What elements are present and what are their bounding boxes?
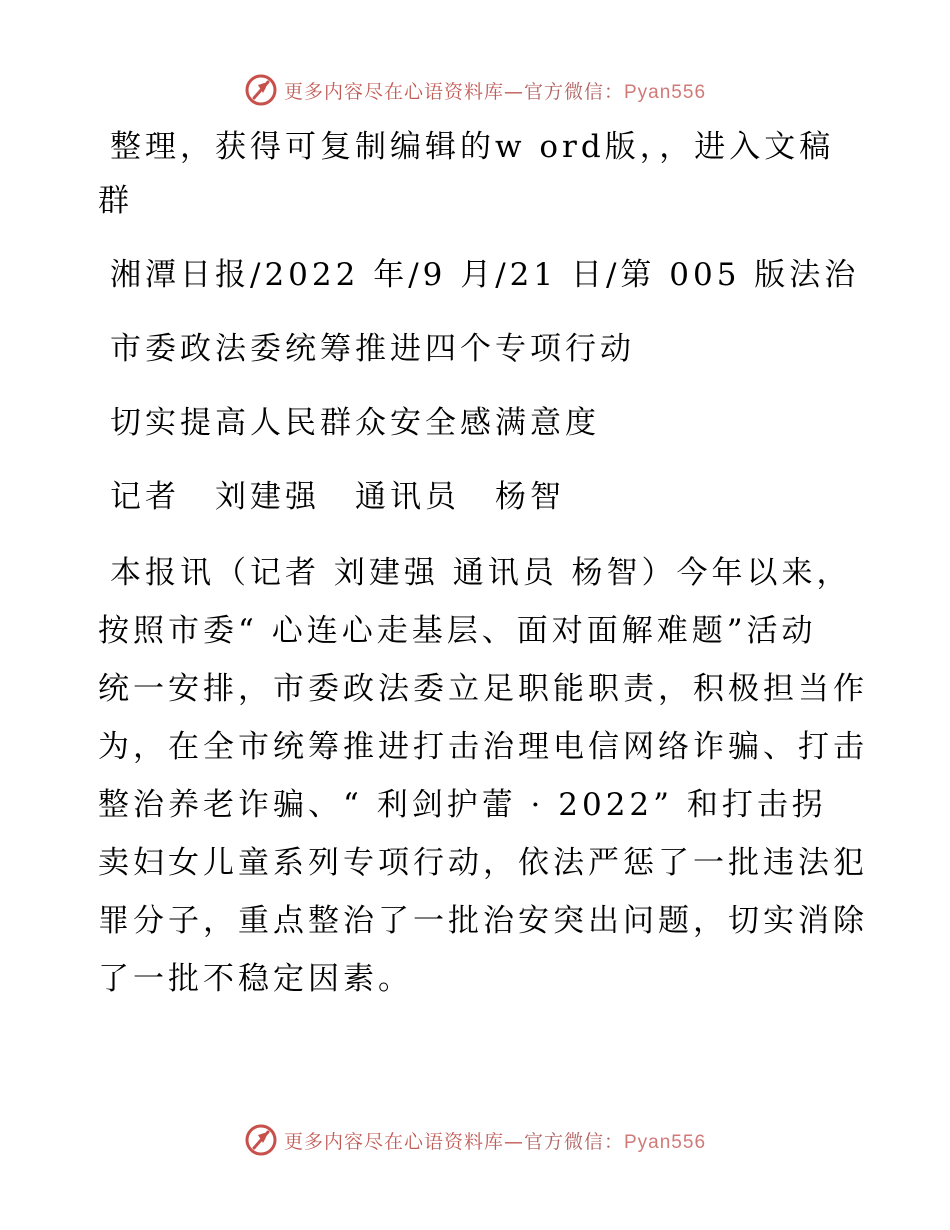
article-line: 罪分子，重点整治了一批治安突出问题，切实消除: [98, 903, 868, 939]
article-line: 了一批不稳定因素。: [98, 961, 413, 997]
watermark-main: 更多内容尽在心语资料库: [283, 80, 504, 103]
headline-main: 市委政法委统筹推进四个专项行动: [110, 331, 635, 367]
intro-line: 整理，获得可复制编辑的w ord版，，进入文稿: [110, 129, 835, 165]
document-body: [98, 118, 868, 1008]
article-line: 本报讯（记者 刘建强 通讯员 杨智）今年以来，: [110, 555, 852, 591]
source-line: 湘潭日报/2022 年/9 月/21 日/第 005 版法治: [110, 257, 860, 293]
watermark-id: Pyan556: [624, 81, 707, 103]
watermark-id: Pyan556: [624, 1131, 707, 1153]
article-line: 统一安排，市委政法委立足职能职责，积极担当作: [98, 671, 868, 707]
watermark-separator: —: [503, 80, 524, 103]
article-line: 按照市委“ 心连心走基层、面对面解难题”活动: [98, 613, 817, 649]
quill-logo-icon: [244, 73, 278, 107]
watermark-label: 官方微信：: [523, 80, 624, 103]
quill-logo-icon: [244, 1123, 278, 1157]
watermark-main: 更多内容尽在心语资料库: [283, 1130, 504, 1153]
intro-paragraph: [98, 120, 858, 228]
watermark-separator: —: [503, 1130, 524, 1153]
headline-sub: 切实提高人民群众安全感满意度: [110, 405, 600, 441]
watermark-text: [284, 77, 706, 104]
watermark-text: [284, 1127, 706, 1154]
footer-watermark: [0, 1120, 950, 1160]
article-line: 整治养老诈骗、“ 利剑护蕾 · 2022” 和打击拐: [98, 787, 827, 823]
intro-line: 群: [98, 183, 133, 219]
byline: 记者 刘建强 通讯员 杨智: [110, 479, 565, 515]
article-line: 卖妇女儿童系列专项行动，依法严惩了一批违法犯: [98, 845, 868, 881]
article-paragraph: [98, 544, 868, 1008]
article-line: 为，在全市统筹推进打击治理电信网络诈骗、打击: [98, 729, 868, 765]
watermark-label: 官方微信：: [523, 1130, 624, 1153]
header-watermark: [0, 70, 950, 110]
